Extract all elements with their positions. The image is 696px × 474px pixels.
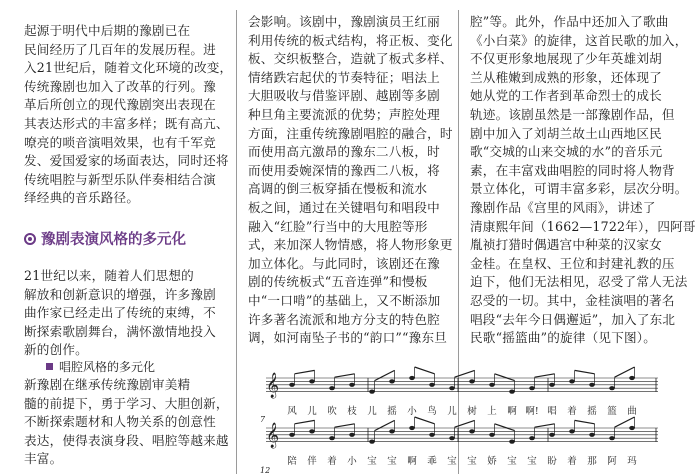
note-head [409, 376, 415, 380]
text-line: 加立体化。与此同时，该剧还在豫 [248, 255, 440, 271]
lyric-syllable: 曲 [627, 406, 637, 417]
lyric-syllable: 篮 [607, 406, 617, 417]
lyric-syllable: 唱 [547, 406, 557, 417]
lyric-syllable: 树 [467, 406, 477, 417]
text-line: 调，如河南坠子书的“韵口”“豫东旦 [248, 330, 448, 346]
note-head [349, 383, 355, 387]
text-line: 剧中加入了刘胡兰故土山西地区民 [470, 125, 662, 141]
note-head [509, 440, 515, 444]
music-score [258, 370, 678, 474]
treble-clef-icon: 𝄞 [266, 423, 280, 448]
note-beam [375, 420, 395, 430]
note-head [469, 429, 475, 433]
text-line: 豫剧作品《宫里的风雨》，讲述了 [470, 199, 656, 215]
music-score-figure [258, 370, 678, 474]
lyric-syllable: 摇 [387, 406, 397, 417]
lyric-syllable: 娇 [487, 456, 497, 467]
lyric-syllable: 啊! [525, 406, 539, 417]
text-line: 种旦角主要流派的优势；声腔处理 [248, 106, 440, 122]
text-line: 传统豫剧也加入了改革的行列。豫 [24, 78, 216, 94]
target-bullet-icon [24, 233, 36, 245]
lyric-syllable: 宝 [467, 456, 477, 467]
lyric-syllable: 吹 [327, 406, 337, 417]
lyric-syllable: 伴 [307, 456, 317, 467]
note-head [329, 436, 335, 440]
subsection-paragraph [24, 376, 229, 469]
lyric-syllable: 盼 [547, 456, 557, 467]
lyric-syllable: 宝 [367, 456, 377, 467]
text-line: 民歌“摇篮曲”的旋律（见下图）。 [470, 330, 657, 346]
text-line: 式，来加深人物情感，将人物形象更 [248, 237, 453, 253]
staff-row-1 [266, 367, 658, 398]
note-head [589, 383, 595, 387]
note-head [369, 440, 375, 444]
text-line: 丰富。 [24, 451, 63, 467]
section-heading [24, 228, 186, 249]
text-line: 革后所创立的现代豫剧突出表现在 [24, 97, 216, 113]
lyric-syllable: 儿 [367, 406, 377, 417]
text-line: 方面，注重传统豫剧唱腔的融合，时 [248, 125, 453, 141]
note-head [529, 386, 535, 390]
text-line: 融入“红脸”行当中的大甩腔等形 [248, 218, 428, 234]
note-head [569, 379, 575, 383]
note-head [429, 433, 435, 437]
note-beam [535, 374, 555, 377]
lyric-syllable: 着 [327, 456, 337, 467]
lyric-syllable: 儿 [447, 406, 457, 417]
text-line: 胤祯打猎时偶遇宫中种菜的汉家女 [470, 237, 662, 253]
note-head [609, 386, 615, 390]
lyric-syllable: 那 [587, 456, 597, 467]
body-paragraph [248, 13, 453, 348]
text-line: 发、爱国爱家的场面表达，同时还将 [24, 153, 229, 169]
note-head [609, 436, 615, 440]
note-beam [495, 424, 515, 431]
text-line: 会影响。该剧中，豫剧演员王红丽 [248, 14, 440, 29]
section-paragraph [24, 267, 216, 360]
note-head [629, 426, 635, 430]
text-line: 髓的前提下，勇于学习、大胆创新， [24, 395, 229, 411]
lyric-syllable: 着 [567, 406, 577, 417]
text-line: 新豫剧在继承传统豫剧审美精 [24, 377, 191, 392]
note-beam [415, 417, 435, 424]
text-line: 新的创作。 [24, 342, 88, 358]
text-line: 中“一口啃”的基础上，又不断添加 [248, 292, 441, 308]
lyrics-row-2 [287, 455, 637, 467]
note-head [549, 383, 555, 387]
note-head [509, 390, 515, 394]
text-line: 景立体化，可谓丰富多彩，层次分明。 [470, 181, 688, 197]
note-beam [535, 424, 555, 427]
note-head [429, 383, 435, 387]
lyric-syllable: 小 [407, 406, 417, 417]
lyric-syllable: 啊 [407, 456, 417, 467]
note-beam [295, 370, 315, 373]
lyric-syllable: 宝 [447, 456, 457, 467]
note-head [449, 436, 455, 440]
note-head [329, 386, 335, 390]
text-line: 入21世纪后，随着文化环境的改变， [24, 60, 233, 76]
subsection-heading [46, 358, 155, 375]
text-line: 板之间，通过在关键唱句和唱段中 [248, 199, 440, 215]
text-line: 板、交织板整合，造就了板式多样、 [248, 51, 453, 67]
text-line: 其表达形式的丰富多样；既有高亢、 [24, 115, 229, 131]
text-line: 迫下，他们无法相见，忍受了常人无法 [470, 274, 688, 290]
note-head [489, 433, 495, 437]
text-line: 表达，使得表演身段、唱腔等越来越 [24, 432, 229, 448]
text-line: 许多著名流派和地方分支的特色腔 [248, 311, 440, 327]
subsection-heading-text: 唱腔风格的多元化 [59, 360, 156, 374]
text-line: 不断探索题材和人物关系的创意性 [24, 414, 216, 430]
text-line: 情绪跌宕起伏的节奏特征；唱法上 [248, 69, 440, 85]
text-line: 高调的倒三板穿插在慢板和流水 [248, 181, 428, 197]
text-line: 清康熙年间（1662—1722年），四阿哥 [470, 218, 696, 234]
text-line: 解放和创新意识的增强，许多豫剧 [24, 286, 216, 302]
note-head [369, 390, 375, 394]
section-heading-text: 豫剧表演风格的多元化 [41, 232, 186, 248]
intro-paragraph [24, 22, 233, 208]
note-head [549, 433, 555, 437]
column-rule [236, 10, 237, 474]
lyric-syllable: 玛 [627, 456, 637, 467]
body-paragraph [470, 13, 696, 348]
text-line: 忍受的一切。其中，金桂演唱的著名 [470, 292, 675, 308]
measure-number: 12 [260, 466, 271, 474]
lyric-syllable: 小 [347, 456, 357, 467]
note-head [349, 433, 355, 437]
note-head [629, 376, 635, 380]
text-line: 腔”等。此外，作品中还加入了歌曲 [470, 14, 669, 29]
text-line: 轨迹。该剧虽然是一部豫剧作品，但 [470, 106, 675, 122]
text-line: 曲作家已经走出了传统的束缚，不 [24, 305, 216, 321]
lyric-syllable: 宝 [527, 456, 537, 467]
lyric-syllable: 啊 [507, 406, 517, 417]
text-line: 利用传统的板式结构，将正板、变化 [248, 32, 453, 48]
column-left [24, 0, 233, 474]
text-line: 21世纪以来，随着人们思想的 [24, 268, 194, 283]
note-head [389, 429, 395, 433]
note-beam [455, 420, 475, 427]
note-beam [615, 417, 635, 427]
lyric-syllable: 风 [287, 406, 297, 417]
note-beam [495, 374, 515, 381]
text-line: 歌“交城的山来交城的水”的音乐元 [470, 144, 663, 160]
text-line: 剧的传统板式“五音连弹”和慢板 [248, 274, 428, 290]
note-beam [455, 370, 475, 377]
text-line: 唱段“去年今日偶邂逅”，加入了东北 [470, 311, 676, 327]
text-line: 而使用委婉深情的豫西二八板，将 [248, 162, 440, 178]
text-line: 传统唱腔与新型乐队伴奏相结合演 [24, 171, 216, 187]
text-line: 不仅更形象地展现了少年英雄刘胡 [470, 51, 662, 67]
note-head [449, 386, 455, 390]
text-line: 绎经典的音乐路径。 [24, 190, 140, 206]
text-line: 她从党的工作者到革命烈士的成长 [470, 88, 662, 104]
lyric-syllable: 陪 [287, 456, 297, 467]
text-line: 《小白菜》的旋律，这首民歌的加入， [470, 32, 688, 48]
lyric-syllable: 枝 [347, 406, 357, 417]
note-beam [575, 420, 595, 423]
text-line: 兰从稚嫩到成熟的形象，还体现了 [470, 69, 662, 85]
treble-clef-icon: 𝄞 [266, 373, 280, 398]
lyric-syllable: 宝 [387, 456, 397, 467]
lyric-syllable: 着 [567, 456, 577, 467]
text-line: 素，在丰富戏曲唱腔的同时将人物背 [470, 162, 675, 178]
square-bullet-icon [46, 363, 53, 370]
note-head [489, 383, 495, 387]
text-line: 断探索歌剧舞台，满怀激情地投入 [24, 323, 216, 339]
note-beam [575, 370, 595, 373]
lyric-syllable: 鸟 [427, 406, 437, 417]
note-head [309, 429, 315, 433]
lyric-syllable: 乖 [427, 456, 437, 467]
note-beam [295, 420, 315, 423]
note-head [469, 379, 475, 383]
note-head [309, 379, 315, 383]
lyrics-row-1 [287, 405, 637, 417]
lyric-syllable: 阿 [607, 456, 617, 467]
text-line: 而使用高亢激昂的豫东二八板，时 [248, 144, 440, 160]
text-line: 起源于明代中后期的豫剧已在 [24, 23, 191, 38]
lyric-syllable: 宝 [507, 456, 517, 467]
note-head [589, 433, 595, 437]
note-beam [375, 370, 395, 380]
text-line: 大胆吸收与借鉴评剧、越剧等多剧 [248, 88, 440, 104]
note-head [569, 429, 575, 433]
text-line: 民间经历了几百年的发展历程。进 [24, 41, 216, 57]
lyric-syllable: 摇 [587, 406, 597, 417]
lyric-syllable: 上 [487, 406, 497, 417]
measure-number: 7 [260, 415, 266, 424]
text-line: 金桂。在皇权、王位和封建礼教的压 [470, 255, 675, 271]
note-head [289, 433, 295, 437]
lyric-syllable: 儿 [307, 406, 317, 417]
note-beam [335, 424, 355, 427]
note-head [409, 426, 415, 430]
text-line: 嘹亮的唢音演唱效果，也有千军竞 [24, 134, 216, 150]
staff-row-2 [266, 417, 658, 448]
note-head [529, 436, 535, 440]
note-head [289, 383, 295, 387]
note-beam [335, 374, 355, 377]
note-head [389, 379, 395, 383]
